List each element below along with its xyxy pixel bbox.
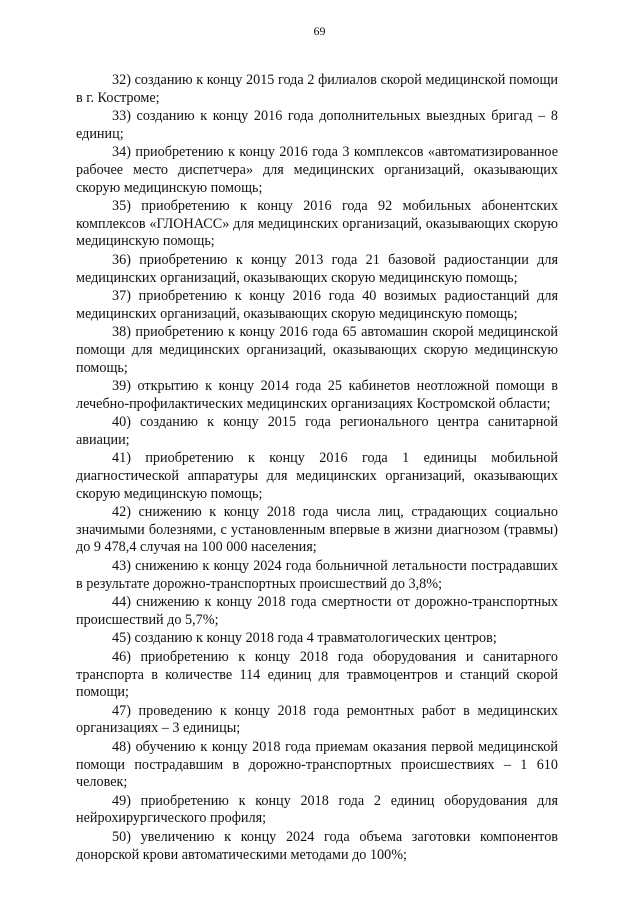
list-item: 40) созданию к концу 2015 года регионального центра санитарной авиации; — [76, 414, 558, 448]
list-item: 46) приобретению к концу 2018 года оборудования и санитарного транспорта в количестве 114 единиц для травмоцентров и станций скорой помощи; — [76, 649, 558, 701]
list-item: 32) созданию к концу 2015 года 2 филиалов скорой медицинской помощи в г. Костроме; — [76, 72, 558, 106]
list-item: 39) открытию к концу 2014 года 25 кабинетов неотложной помощи в лечебно-профилактических медицинских организациях Костромской области; — [76, 378, 558, 412]
list-item: 45) созданию к концу 2018 года 4 травматологических центров; — [112, 630, 497, 647]
list-item: 41) приобретению к концу 2016 года 1 единицы мобильной диагностической аппаратуры для медицинских организаций, оказывающих скорую медицинскую помощь; — [76, 450, 558, 502]
list-item: 35) приобретению к концу 2016 года 92 мобильных абонентских комплексов «ГЛОНАСС» для медицинских организаций, оказывающих скорую медицинскую помощь; — [76, 198, 558, 250]
list-item: 47) проведению к концу 2018 года ремонтных работ в медицинских организациях – 3 единицы; — [76, 702, 558, 737]
list-item: 48) обучению к концу 2018 года приемам оказания первой медицинской помощи пострадавшим в дорожно-транспортных происшествиях – 1 610 человек; — [76, 738, 558, 791]
list-item: 38) приобретению к концу 2016 года 65 автомашин скорой медицинской помощи для медицинских организаций, оказывающих скорую медицинскую помощь; — [76, 324, 558, 376]
list-item: 44) снижению к концу 2018 года смертности от дорожно-транспортных происшествий до 5,7%; — [76, 594, 558, 628]
list-item: 34) приобретению к концу 2016 года 3 комплексов «автоматизированное рабочее место диспетчера» для медицинских организаций, оказывающих скорую медицинскую помощь; — [76, 144, 558, 196]
page-number: 69 — [313, 24, 326, 38]
list-item: 50) увеличению к концу 2024 года объема заготовки компонентов донорской крови автоматическими методами до 100%; — [76, 828, 558, 863]
list-item: 37) приобретению к концу 2016 года 40 возимых радиостанций для медицинских организаций, оказывающих скорую медицинскую помощь; — [76, 288, 558, 322]
list-item: 33) созданию к концу 2016 года дополнительных выездных бригад – 8 единиц; — [76, 108, 558, 142]
document-body — [76, 72, 558, 865]
list-item: 36) приобретению к концу 2013 года 21 базовой радиостанции для медицинских организаций, оказывающих скорую медицинскую помощь; — [76, 251, 558, 286]
list-item: 42) снижению к концу 2018 года числа лиц, страдающих социально значимыми болезнями, с установленным впервые в жизни диагнозом (травмы) до 9 478,4 случая на 100 000 населения; — [76, 504, 558, 556]
list-item: 43) снижению к концу 2024 года больничной летальности пострадавших в результате дорожно-транспортных происшествий до 3,8%; — [76, 558, 558, 592]
list-item: 49) приобретению к концу 2018 года 2 единиц оборудования для нейрохирургического профиля; — [76, 792, 558, 827]
